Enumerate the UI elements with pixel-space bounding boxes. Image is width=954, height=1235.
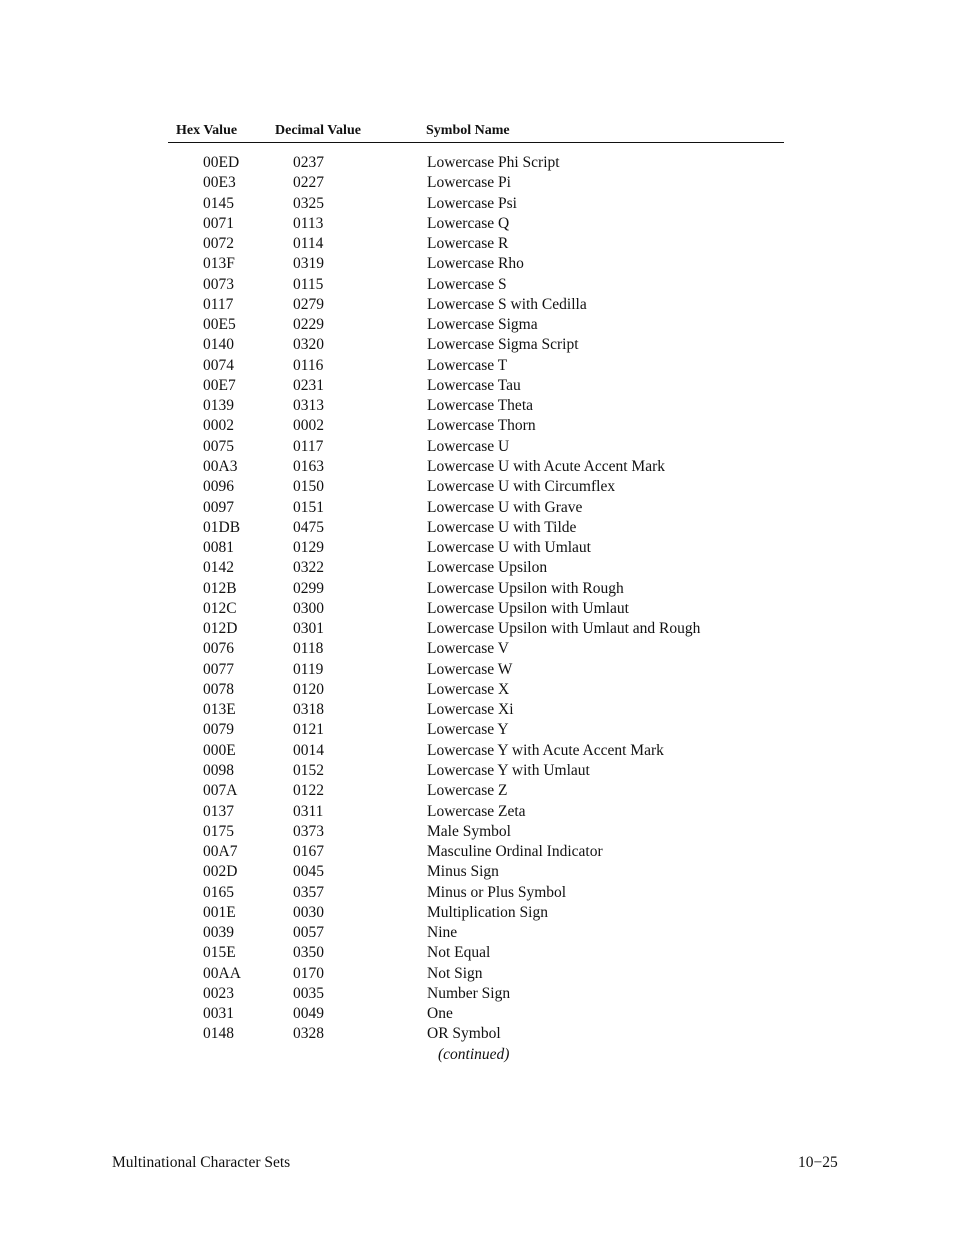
symbol-name-cell: Lowercase T — [427, 356, 508, 374]
table-row — [0, 862, 954, 882]
table-row — [0, 153, 954, 173]
decimal-value-cell: 0150 — [293, 478, 324, 496]
table-row — [0, 214, 954, 234]
hex-value-cell: 012C — [203, 599, 237, 617]
decimal-value-cell: 0301 — [293, 620, 324, 638]
hex-value-cell: 012D — [203, 620, 238, 638]
hex-value-cell: 013E — [203, 701, 236, 719]
decimal-value-cell: 0167 — [293, 843, 324, 861]
decimal-value-cell: 0170 — [293, 964, 324, 982]
table-row — [0, 639, 954, 659]
symbol-name-cell: Lowercase Y with Umlaut — [427, 761, 590, 779]
decimal-value-cell: 0311 — [293, 802, 324, 820]
table-row — [0, 781, 954, 801]
decimal-value-cell: 0114 — [293, 235, 324, 253]
table-row — [0, 234, 954, 254]
hex-value-cell: 0077 — [203, 660, 234, 678]
decimal-value-cell: 0322 — [293, 559, 324, 577]
hex-value-cell: 0002 — [203, 417, 234, 435]
hex-value-cell: 01DB — [203, 518, 241, 536]
symbol-name-cell: Lowercase U with Umlaut — [427, 539, 591, 557]
hex-value-cell: 000E — [203, 741, 236, 759]
hex-value-cell: 0137 — [203, 802, 234, 820]
hex-value-cell: 012B — [203, 579, 237, 597]
symbol-name-cell: Nine — [427, 924, 458, 942]
header-decimal-value: Decimal Value — [275, 123, 361, 138]
hex-value-cell: 00E7 — [203, 376, 236, 394]
symbol-name-cell: Lowercase U with Grave — [427, 498, 583, 516]
footer-section-title: Multinational Character Sets — [112, 1154, 291, 1171]
hex-value-cell: 0078 — [203, 680, 234, 698]
symbol-name-cell: Lowercase U with Acute Accent Mark — [427, 457, 666, 475]
symbol-name-cell: Lowercase Y — [427, 721, 509, 739]
symbol-name-cell: Lowercase Psi — [427, 194, 517, 212]
symbol-name-cell: Lowercase Xi — [427, 701, 514, 719]
table-row — [0, 903, 954, 923]
decimal-value-cell: 0231 — [293, 376, 324, 394]
hex-value-cell: 0075 — [203, 437, 234, 455]
table-row — [0, 802, 954, 822]
decimal-value-cell: 0325 — [293, 194, 324, 212]
decimal-value-cell: 0115 — [293, 275, 324, 293]
table-row — [0, 842, 954, 862]
symbol-name-cell: Number Sign — [427, 984, 511, 1002]
symbol-name-cell: Multiplication Sign — [427, 903, 548, 921]
decimal-value-cell: 0035 — [293, 984, 324, 1002]
table-row — [0, 680, 954, 700]
hex-value-cell: 0096 — [203, 478, 234, 496]
symbol-name-cell: OR Symbol — [427, 1025, 501, 1043]
hex-value-cell: 0072 — [203, 235, 234, 253]
symbol-name-cell: Lowercase W — [427, 660, 513, 678]
table-row — [0, 254, 954, 274]
table-row — [0, 984, 954, 1004]
decimal-value-cell: 0320 — [293, 336, 324, 354]
symbol-name-cell: One — [427, 1005, 453, 1023]
decimal-value-cell: 0237 — [293, 154, 324, 171]
hex-value-cell: 0175 — [203, 822, 234, 840]
character-table-body — [0, 153, 954, 1045]
symbol-name-cell: Lowercase Q — [427, 214, 510, 232]
table-row — [0, 558, 954, 578]
decimal-value-cell: 0319 — [293, 255, 324, 273]
symbol-name-cell: Lowercase X — [427, 680, 510, 698]
hex-value-cell: 00E3 — [203, 174, 236, 192]
table-row — [0, 518, 954, 538]
symbol-name-cell: Lowercase S with Cedilla — [427, 295, 587, 313]
hex-value-cell: 0142 — [203, 559, 234, 577]
symbol-name-cell: Lowercase Upsilon with Umlaut — [427, 599, 629, 617]
table-row — [0, 599, 954, 619]
hex-value-cell: 001E — [203, 903, 236, 921]
hex-value-cell: 0098 — [203, 761, 234, 779]
symbol-name-cell: Lowercase Tau — [427, 376, 521, 394]
hex-value-cell: 0117 — [203, 295, 234, 313]
hex-value-cell: 0139 — [203, 397, 234, 415]
decimal-value-cell: 0357 — [293, 883, 324, 901]
hex-value-cell: 0079 — [203, 721, 234, 739]
table-row — [0, 822, 954, 842]
decimal-value-cell: 0229 — [293, 316, 324, 334]
table-row — [0, 416, 954, 436]
decimal-value-cell: 0121 — [293, 721, 324, 739]
symbol-name-cell: Lowercase U with Circumflex — [427, 478, 616, 496]
table-row — [0, 1004, 954, 1024]
footer-page-number: 10−25 — [798, 1154, 838, 1171]
symbol-name-cell: Lowercase Rho — [427, 255, 524, 273]
table-row — [0, 883, 954, 903]
hex-value-cell: 007A — [203, 782, 238, 800]
symbol-name-cell: Not Sign — [427, 964, 483, 982]
table-row — [0, 660, 954, 680]
decimal-value-cell: 0129 — [293, 539, 324, 557]
decimal-value-cell: 0299 — [293, 579, 324, 597]
decimal-value-cell: 0350 — [293, 944, 324, 962]
hex-value-cell: 00E5 — [203, 316, 236, 334]
table-row — [0, 315, 954, 335]
symbol-name-cell: Masculine Ordinal Indicator — [427, 843, 603, 861]
decimal-value-cell: 0227 — [293, 174, 324, 192]
table-row — [0, 964, 954, 984]
decimal-value-cell: 0122 — [293, 782, 324, 800]
decimal-value-cell: 0057 — [293, 924, 324, 942]
hex-value-cell: 0023 — [203, 984, 234, 1002]
table-header — [168, 121, 784, 143]
hex-value-cell: 00AA — [203, 964, 241, 982]
decimal-value-cell: 0116 — [293, 356, 324, 374]
table-row — [0, 741, 954, 761]
table-row — [0, 943, 954, 963]
symbol-name-cell: Lowercase Phi Script — [427, 154, 560, 171]
symbol-name-cell: Lowercase Pi — [427, 174, 511, 192]
symbol-name-cell: Lowercase Upsilon — [427, 559, 548, 577]
table-row — [0, 761, 954, 781]
symbol-name-cell: Lowercase R — [427, 235, 509, 253]
hex-value-cell: 0145 — [203, 194, 234, 212]
hex-value-cell: 0039 — [203, 924, 234, 942]
hex-value-cell: 013F — [203, 255, 235, 273]
decimal-value-cell: 0152 — [293, 761, 324, 779]
hex-value-cell: 00ED — [203, 154, 240, 171]
hex-value-cell: 0140 — [203, 336, 234, 354]
decimal-value-cell: 0113 — [293, 214, 324, 232]
table-row — [0, 295, 954, 315]
decimal-value-cell: 0318 — [293, 701, 324, 719]
symbol-name-cell: Minus or Plus Symbol — [427, 883, 567, 901]
hex-value-cell: 0076 — [203, 640, 234, 658]
table-row — [0, 1024, 954, 1044]
decimal-value-cell: 0118 — [293, 640, 324, 658]
symbol-name-cell: Lowercase Thorn — [427, 417, 536, 435]
hex-value-cell: 0031 — [203, 1005, 234, 1023]
decimal-value-cell: 0151 — [293, 498, 324, 516]
decimal-value-cell: 0119 — [293, 660, 324, 678]
decimal-value-cell: 0373 — [293, 822, 324, 840]
hex-value-cell: 0074 — [203, 356, 234, 374]
decimal-value-cell: 0328 — [293, 1025, 324, 1043]
table-row — [0, 275, 954, 295]
table-row — [0, 579, 954, 599]
symbol-name-cell: Not Equal — [427, 944, 491, 962]
symbol-name-cell: Lowercase Z — [427, 782, 508, 800]
table-row — [0, 194, 954, 214]
table-row — [0, 619, 954, 639]
decimal-value-cell: 0049 — [293, 1005, 324, 1023]
symbol-name-cell: Lowercase Upsilon with Umlaut and Rough — [427, 620, 701, 638]
table-row — [0, 720, 954, 740]
hex-value-cell: 0165 — [203, 883, 234, 901]
decimal-value-cell: 0117 — [293, 437, 324, 455]
symbol-name-cell: Lowercase V — [427, 640, 509, 658]
table-row — [0, 477, 954, 497]
hex-value-cell: 0081 — [203, 539, 234, 557]
table-row — [0, 173, 954, 193]
table-row — [0, 396, 954, 416]
hex-value-cell: 002D — [203, 863, 238, 881]
decimal-value-cell: 0002 — [293, 417, 324, 435]
symbol-name-cell: Lowercase Sigma Script — [427, 336, 579, 354]
table-row — [0, 538, 954, 558]
symbol-name-cell: Male Symbol — [427, 822, 511, 840]
symbol-name-cell: Lowercase U with Tilde — [427, 518, 577, 536]
symbol-name-cell: Lowercase U — [427, 437, 510, 455]
symbol-name-cell: Lowercase Theta — [427, 397, 534, 415]
table-row — [0, 356, 954, 376]
hex-value-cell: 015E — [203, 944, 236, 962]
decimal-value-cell: 0300 — [293, 599, 324, 617]
hex-value-cell: 0148 — [203, 1025, 234, 1043]
hex-value-cell: 00A7 — [203, 843, 238, 861]
hex-value-cell: 00A3 — [203, 457, 238, 475]
table-row — [0, 437, 954, 457]
hex-value-cell: 0073 — [203, 275, 234, 293]
decimal-value-cell: 0163 — [293, 457, 324, 475]
decimal-value-cell: 0313 — [293, 397, 324, 415]
table-row — [0, 923, 954, 943]
table-row — [0, 457, 954, 477]
symbol-name-cell: Minus Sign — [427, 863, 499, 881]
symbol-name-cell: Lowercase Sigma — [427, 316, 538, 334]
symbol-name-cell: Lowercase S — [427, 275, 507, 293]
header-hex-value: Hex Value — [176, 123, 238, 138]
decimal-value-cell: 0030 — [293, 903, 324, 921]
table-row — [0, 700, 954, 720]
table-row — [0, 498, 954, 518]
decimal-value-cell: 0475 — [293, 518, 324, 536]
header-symbol-name: Symbol Name — [426, 123, 510, 138]
decimal-value-cell: 0045 — [293, 863, 324, 881]
hex-value-cell: 0097 — [203, 498, 234, 516]
decimal-value-cell: 0014 — [293, 741, 324, 759]
hex-value-cell: 0071 — [203, 214, 234, 232]
decimal-value-cell: 0279 — [293, 295, 324, 313]
symbol-name-cell: Lowercase Upsilon with Rough — [427, 579, 624, 597]
table-row — [0, 376, 954, 396]
continued-note: (continued) — [438, 1046, 510, 1063]
symbol-name-cell: Lowercase Zeta — [427, 802, 526, 820]
table-row — [0, 335, 954, 355]
symbol-name-cell: Lowercase Y with Acute Accent Mark — [427, 741, 664, 759]
decimal-value-cell: 0120 — [293, 680, 324, 698]
